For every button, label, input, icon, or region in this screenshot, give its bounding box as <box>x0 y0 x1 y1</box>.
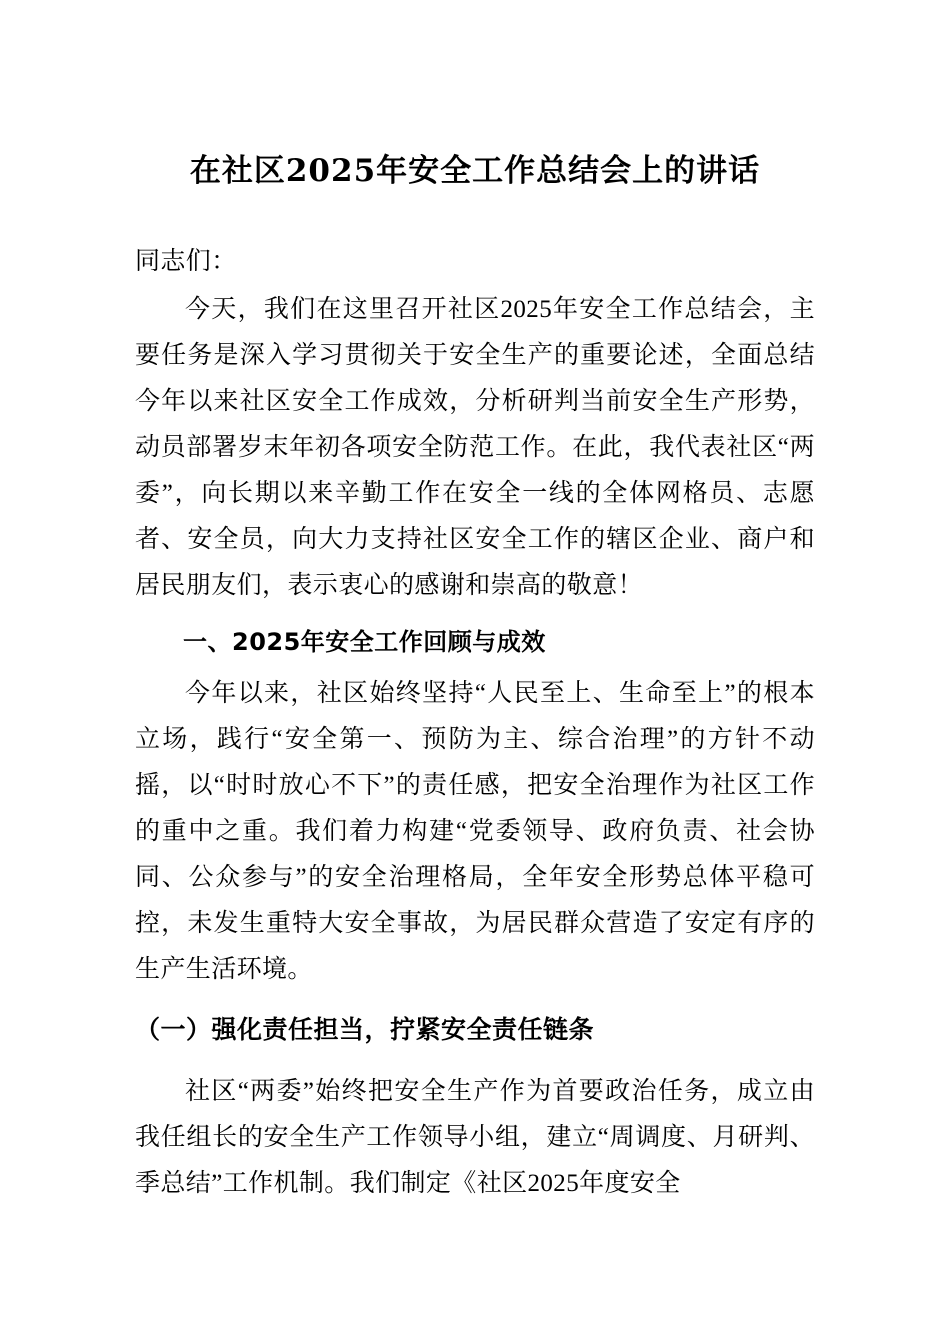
salutation-line: 同志们： <box>135 248 237 276</box>
subsection-one-body-paragraph: 社区“两委”始终把安全生产作为首要政治任务，成立由我任组长的安全生产工作领导小组，建立“周调度、月研判、季总结”工作机制。我们制定《社区2025年度安全 <box>135 1078 815 1198</box>
page-title: 在社区2025年安全工作总结会上的讲话 <box>189 153 761 189</box>
section-one-intro-paragraph: 今年以来，社区始终坚持“人民至上、生命至上”的根本立场，践行“安全第一、预防为主、综合治理”的方针不动摇，以“时时放心不下”的责任感，把安全治理作为社区工作的重中之重。我们着力构建“党委领导、政府负责、社会协同、公众参与”的安全治理格局，全年安全形势总体平稳可控，未发生重特大安全事故，为居民群众营造了安定有序的生产生活环境。 <box>135 680 815 984</box>
section-heading-one: 一、2025年安全工作回顾与成效 <box>183 628 546 657</box>
subsection-heading-one: （一）强化责任担当，拧紧安全责任链条 <box>135 1015 595 1045</box>
opening-paragraph: 今天，我们在这里召开社区2025年安全工作总结会，主要任务是深入学习贯彻关于安全生产的重要论述，全面总结今年以来社区安全工作成效，分析研判当前安全生产形势，动员部署岁末年初各项安全防范工作。在此，我代表社区“两委”，向长期以来辛勤工作在安全一线的全体网格员、志愿者、安全员，向大力支持社区安全工作的辖区企业、商户和居民朋友们，表示衷心的感谢和崇高的敬意！ <box>135 296 815 600</box>
